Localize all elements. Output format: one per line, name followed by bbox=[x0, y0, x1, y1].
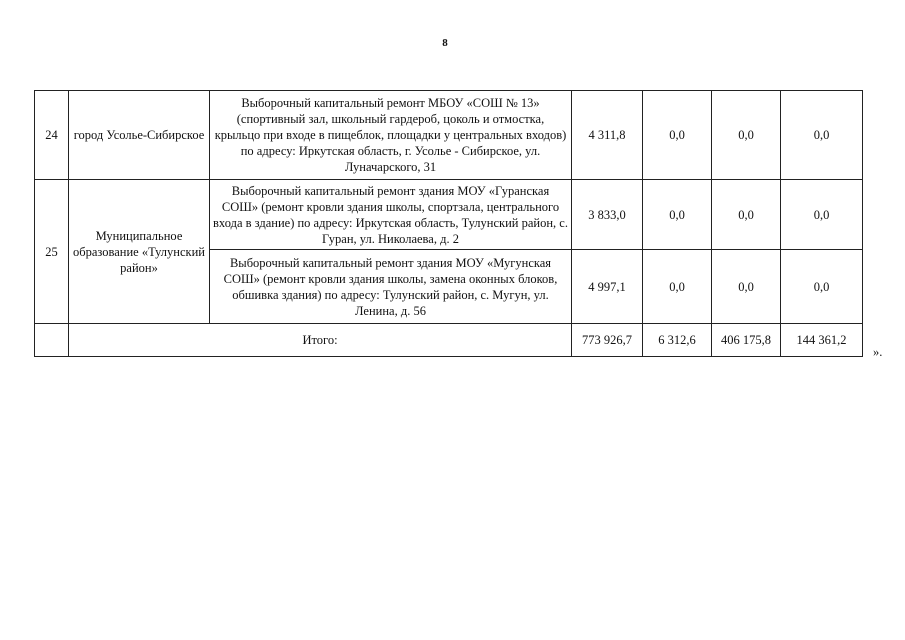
total-row bbox=[35, 324, 863, 357]
total-label: Итого: bbox=[69, 324, 572, 357]
municipality-cell: город Усолье-Сибирское bbox=[69, 91, 210, 180]
value-cell: 0,0 bbox=[781, 250, 863, 324]
value-cell: 4 997,1 bbox=[572, 250, 643, 324]
empty-cell bbox=[35, 324, 69, 357]
description-cell: Выборочный капитальный ремонт здания МОУ «Гуранская СОШ» (ремонт кровли здания школы, спортзала, центрального входа в здание) по адресу: Иркутская область, Тулунский район, с. Гуран, ул. Николаева, д. 2 bbox=[210, 180, 572, 250]
value-cell: 0,0 bbox=[781, 91, 863, 180]
value-cell: 0,0 bbox=[643, 180, 712, 250]
value-cell: 0,0 bbox=[643, 250, 712, 324]
value-cell: 0,0 bbox=[712, 91, 781, 180]
description-cell: Выборочный капитальный ремонт МБОУ «СОШ № 13» (спортивный зал, школьный гардероб, цоколь и отмостка, крыльцо при входе в пищеблок, площадки у центральных входов) по адресу: Иркутская область, г. Усолье - Сибирское, ул. Луначарского, 31 bbox=[210, 91, 572, 180]
value-cell: 0,0 bbox=[643, 91, 712, 180]
repair-table bbox=[34, 90, 863, 357]
row-number-cell: 25 bbox=[35, 180, 69, 324]
total-value-cell: 6 312,6 bbox=[643, 324, 712, 357]
table-row bbox=[35, 91, 863, 180]
description-cell: Выборочный капитальный ремонт здания МОУ «Мугунская СОШ» (ремонт кровли здания школы, замена оконных блоков, обшивка здания) по адресу: Тулунский район, с. Мугун, ул. Ленина, д. 56 bbox=[210, 250, 572, 324]
total-value-cell: 406 175,8 bbox=[712, 324, 781, 357]
value-cell: 4 311,8 bbox=[572, 91, 643, 180]
row-number-cell: 24 bbox=[35, 91, 69, 180]
total-value-cell: 144 361,2 bbox=[781, 324, 863, 357]
closing-quote-mark: ». bbox=[873, 345, 883, 359]
value-cell: 0,0 bbox=[781, 180, 863, 250]
value-cell: 0,0 bbox=[712, 250, 781, 324]
municipality-cell: Муниципальное образование «Тулунский район» bbox=[69, 180, 210, 324]
page-number: 8 bbox=[442, 37, 448, 49]
value-cell: 3 833,0 bbox=[572, 180, 643, 250]
total-value-cell: 773 926,7 bbox=[572, 324, 643, 357]
value-cell: 0,0 bbox=[712, 180, 781, 250]
table-row bbox=[35, 180, 863, 250]
